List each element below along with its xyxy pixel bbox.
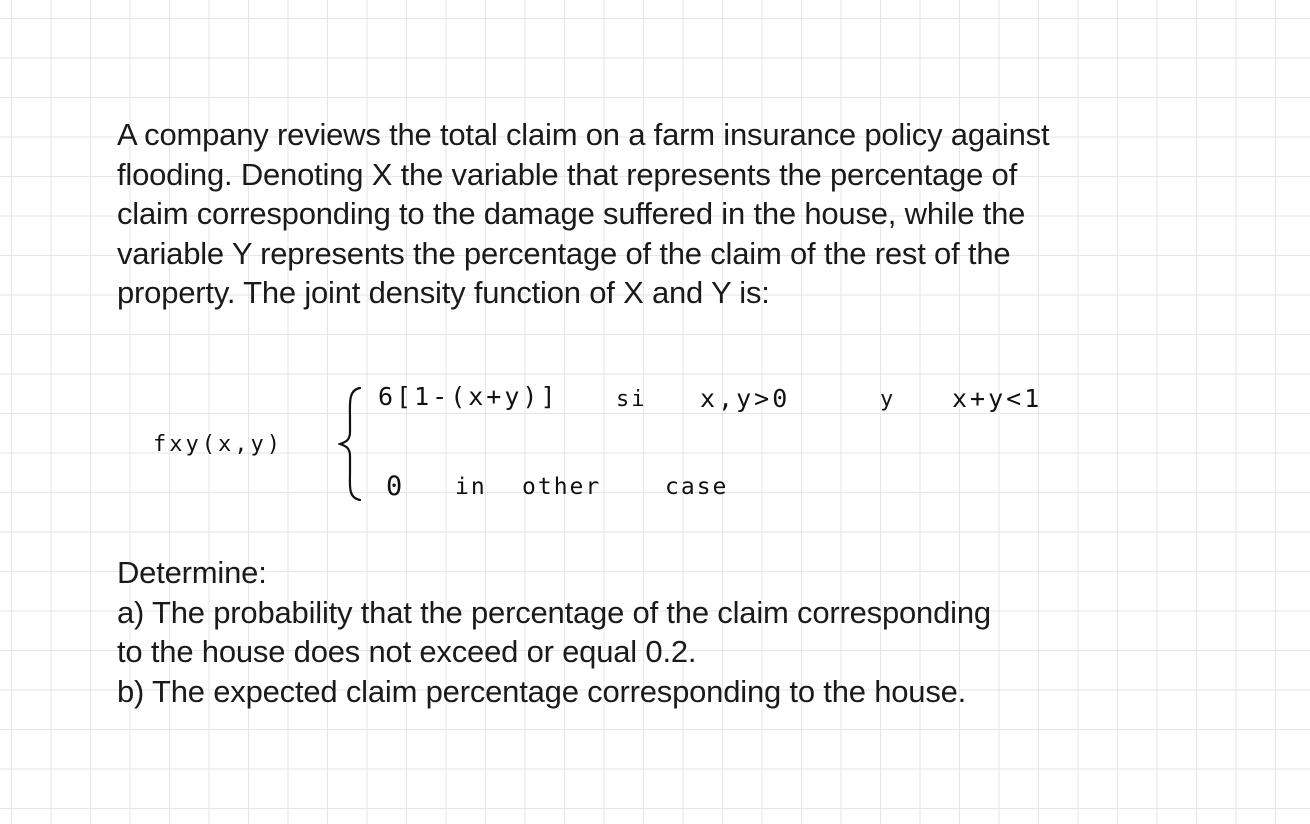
question-a-line-1: a) The probability that the percentage of the claim corresponding [117, 594, 991, 630]
case1-expression: 6[1-(x+y)] [378, 382, 559, 411]
case2-other: other [522, 474, 602, 500]
case1-condition2: x+y<1 [952, 384, 1043, 413]
left-brace-icon [338, 384, 364, 502]
questions-heading: Determine: [117, 555, 267, 590]
intro-line-4: variable Y represents the percentage of the claim of the rest of the [117, 235, 1011, 271]
case1-si: si [616, 387, 647, 412]
case1-condition: x,y>0 [700, 384, 791, 413]
function-label: fxy(x,y) [153, 432, 283, 457]
case1-connector: y [880, 387, 896, 412]
problem-statement [117, 115, 1197, 313]
case2-in: in [455, 474, 487, 500]
question-a-line-2: to the house does not exceed or equal 0.2. [117, 634, 697, 669]
question-b: b) The expected claim percentage corresponding to the house. [117, 673, 967, 709]
intro-line-3: claim corresponding to the damage suffered in the house, while the [117, 196, 1026, 231]
intro-line-5: property. The joint density function of X and Y is: [117, 275, 770, 310]
case2-case: case [665, 474, 729, 500]
intro-line-2: flooding. Denoting X the variable that represents the percentage of [117, 156, 1017, 192]
case2-value: 0 [386, 471, 405, 502]
questions [117, 553, 1197, 711]
intro-line-1: A company reviews the total claim on a farm insurance policy against [117, 117, 1050, 152]
